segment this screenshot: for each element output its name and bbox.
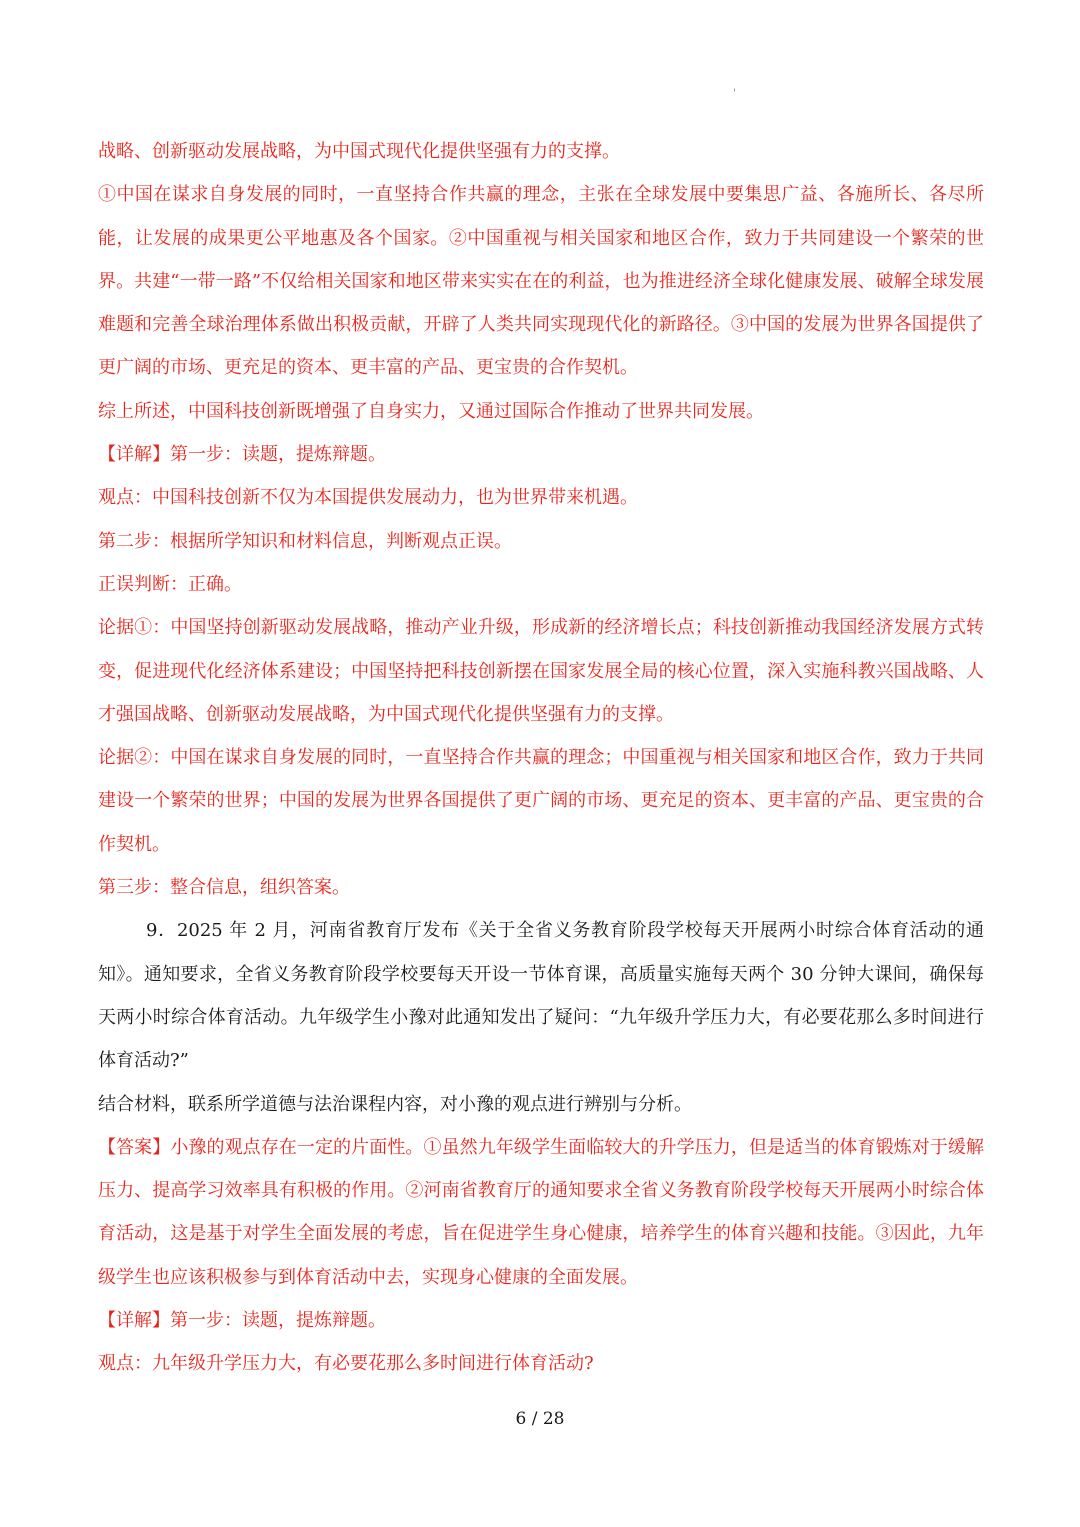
answer-paragraph: 【答案】小豫的观点存在一定的片面性。①虽然九年级学生面临较大的升学压力，但是适当的体育锻炼对于缓解压力、提高学习效率具有积极的作用。②河南省教育厅的通知要求全省义务教育阶段学校每天开展两小时综合体育活动，这是基于对学生全面发展的考虑，旨在促进学生身心健康，培养学生的体育兴趣和技能。③因此，九年级学生也应该积极参与到体育活动中去，实现身心健康的全面发展。	[98, 1136, 984, 1288]
paragraph-7: 正误判断：正确。	[98, 573, 242, 595]
paragraph-5: 观点：中国科技创新不仅为本国提供发展动力，也为世界带来机遇。	[98, 487, 638, 509]
paragraph-9: 论据②：中国在谋求自身发展的同时，一直坚持合作共赢的理念；中国重视与相关国家和地区合作，致力于共同建设一个繁荣的世界；中国的发展为世界各国提供了更广阔的市场、更充足的资本、更丰富的产品、更宝贵的合作契机。	[98, 747, 984, 855]
header-mark: '	[733, 88, 736, 99]
question-9: 9．2025 年 2 月，河南省教育厅发布《关于全省义务教育阶段学校每天开展两小时综合体育活动的通知》。通知要求，全省义务教育阶段学校要每天开设一节体育课，高质量实施每天两个 30 分钟大课间，确保每天两小时综合体育活动。九年级学生小豫对此通知发出了疑问：“九年级升学压力大，有必要花那么多时间进行体育活动?”	[98, 920, 984, 1072]
paragraph-3: 综上所述，中国科技创新既增强了自身实力，又通过国际合作推动了世界共同发展。	[98, 400, 764, 422]
page-number: 6 / 28	[515, 1409, 565, 1429]
question-instruction: 结合材料，联系所学道德与法治课程内容，对小豫的观点进行辨别与分析。	[98, 1093, 692, 1115]
paragraph-8: 论据①：中国坚持创新驱动发展战略，推动产业升级，形成新的经济增长点；科技创新推动我国经济发展方式转变，促进现代化经济体系建设；中国坚持把科技创新摆在国家发展全局的核心位置，深入实施科教兴国战略、人才强国战略、创新驱动发展战略，为中国式现代化提供坚强有力的支撑。	[98, 617, 984, 725]
paragraph-6: 第二步：根据所学知识和材料信息，判断观点正误。	[98, 530, 512, 552]
paragraph-4: 【详解】第一步：读题，提炼辩题。	[98, 444, 386, 466]
paragraph-1: 战略、创新驱动发展战略，为中国式现代化提供坚强有力的支撑。	[98, 141, 620, 162]
explanation-step-1: 【详解】第一步：读题，提炼辩题。	[98, 1310, 386, 1332]
paragraph-10: 第三步：整合信息，组织答案。	[98, 877, 350, 899]
paragraph-2: ①中国在谋求自身发展的同时，一直坚持合作共赢的理念，主张在全球发展中要集思广益、各施所长、各尽所能，让发展的成果更公平地惠及各个国家。②中国重视与相关国家和地区合作，致力于共同建设一个繁荣的世界。共建“一带一路”不仅给相关国家和地区带来实实在在的利益，也为推进经济全球化健康发展、破解全球发展难题和完善全球治理体系做出积极贡献，开辟了人类共同实现现代化的新路径。③中国的发展为世界各国提供了更广阔的市场、更充足的资本、更丰富的产品、更宝贵的合作契机。	[98, 184, 984, 379]
explanation-viewpoint: 观点：九年级升学压力大，有必要花那么多时间进行体育活动?	[98, 1353, 594, 1375]
page-content	[98, 130, 984, 1386]
